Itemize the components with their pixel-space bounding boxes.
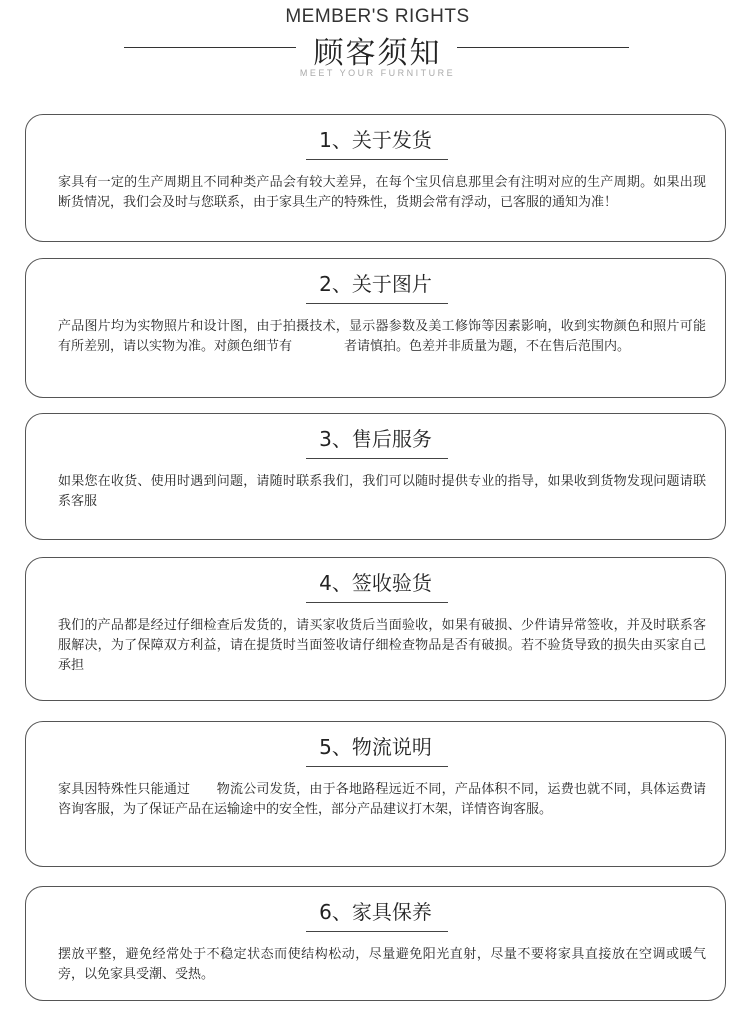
card-title-underline (306, 303, 448, 304)
card-title-underline (306, 159, 448, 160)
header-title-en: MEMBER'S RIGHTS (285, 6, 470, 27)
header-title-cn: 顾客须知 (313, 36, 442, 71)
notice-card-maintenance (25, 886, 726, 1001)
card-title: 5、物流说明 (319, 735, 432, 759)
header-subtitle: MEET YOUR FURNITURE (299, 68, 456, 78)
card-title: 4、签收验货 (319, 571, 432, 595)
card-body: 家具因特殊性只能通过 物流公司发货，由于各地路程远近不同，产品体积不同，运费也就不同，具体运费请咨询客服，为了保证产品在运输途中的安全性，部分产品建议打木架，详情咨询客服。 (58, 782, 706, 817)
card-title-underline (306, 458, 448, 459)
notice-card-after-sales (25, 413, 726, 540)
card-body: 家具有一定的生产周期且不同种类产品会有较大差异，在每个宝贝信息那里会有注明对应的生产周期。如果出现断货情况，我们会及时与您联系，由于家具生产的特殊性，货期会常有浮动，已客服的通知为准！ (58, 175, 706, 210)
card-title: 6、家具保养 (319, 900, 432, 924)
card-body: 产品图片均为实物照片和设计图，由于拍摄技术，显示器参数及美工修饰等因素影响，收到实物颜色和照片可能有所差别，请以实物为准。对颜色细节有 者请慎拍。色差并非质量为题，不在售后范围内。 (58, 319, 706, 354)
header-divider-right (457, 47, 629, 48)
card-body: 摆放平整，避免经常处于不稳定状态而使结构松动，尽量避免阳光直射，尽量不要将家具直接放在空调或暖气旁，以免家具受潮、受热。 (58, 947, 706, 982)
card-title-underline (306, 602, 448, 603)
card-title: 3、售后服务 (319, 427, 432, 451)
notice-card-shipping (25, 114, 726, 242)
notice-card-logistics (25, 721, 726, 867)
notice-card-images (25, 258, 726, 398)
card-title-underline (306, 931, 448, 932)
notice-card-inspection (25, 557, 726, 701)
card-title: 2、关于图片 (319, 272, 432, 296)
card-body: 如果您在收货、使用时遇到问题，请随时联系我们，我们可以随时提供专业的指导，如果收到货物发现问题请联系客服 (58, 474, 706, 509)
card-body: 我们的产品都是经过仔细检查后发货的，请买家收货后当面验收，如果有破损、少件请异常签收，并及时联系客服解决，为了保障双方利益，请在提货时当面签收请仔细检查物品是否有破损。若不验货导致的损失由买家自己承担 (58, 618, 706, 673)
card-title: 1、关于发货 (319, 128, 432, 152)
page-header (0, 0, 755, 90)
card-title-underline (306, 766, 448, 767)
